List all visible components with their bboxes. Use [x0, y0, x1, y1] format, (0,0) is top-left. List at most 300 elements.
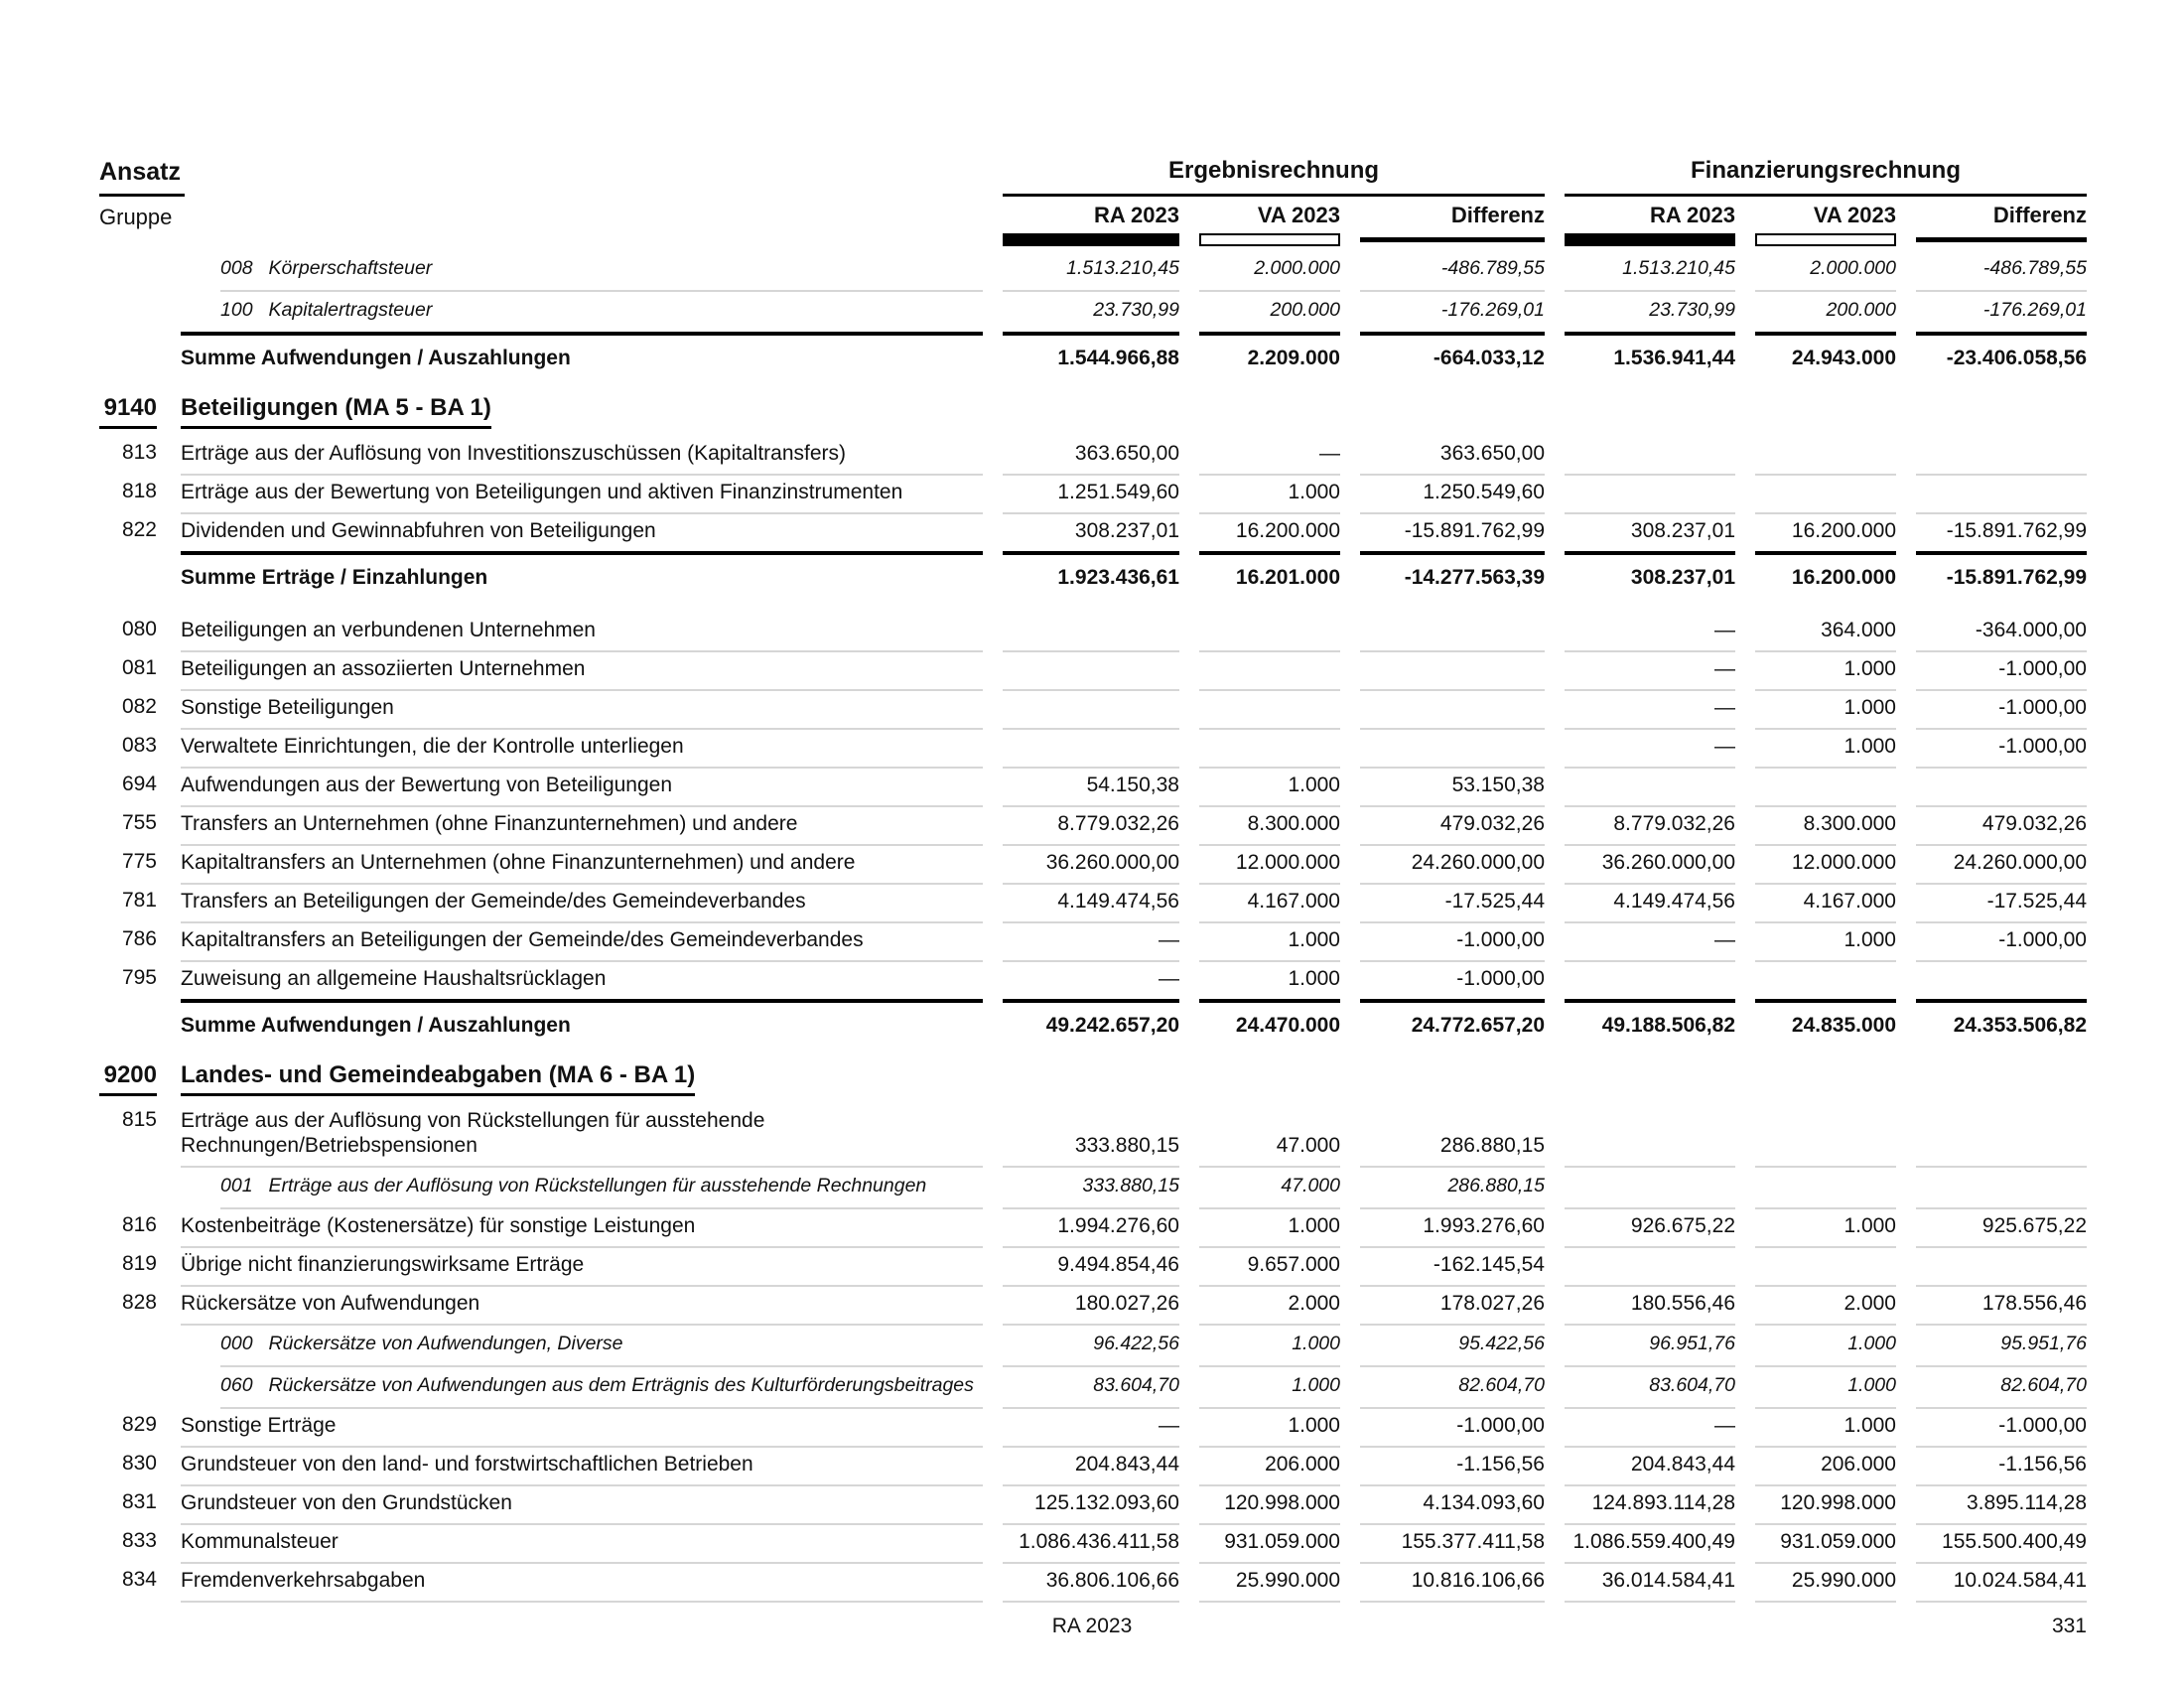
cell-fin-diff: -1.000,00	[1916, 730, 2087, 769]
cell-fin-va: 1.000	[1755, 1209, 1896, 1248]
row-label-cell	[99, 730, 983, 769]
cell-fin-ra: 83.604,70	[1565, 1367, 1735, 1409]
cell-fin-ra: 36.014.584,41	[1565, 1564, 1735, 1603]
row-description: Fremdenverkehrsabgaben	[181, 1564, 983, 1603]
cell-fin-va: 8.300.000	[1755, 807, 1896, 846]
row-code: 755	[121, 811, 157, 834]
cell-fin-ra: —	[1565, 614, 1735, 652]
cell-erg-ra: 49.242.657,20	[1003, 999, 1179, 1046]
cell-erg-diff: 1.993.276,60	[1360, 1209, 1545, 1248]
row-label-cell	[99, 614, 983, 652]
cell-erg-ra: 333.880,15	[1003, 1104, 1179, 1168]
table-row	[99, 885, 2087, 923]
cell-erg-va: 1.000	[1199, 476, 1340, 514]
cell-erg-va: 25.990.000	[1199, 1564, 1340, 1603]
col-header-fin-ra	[1565, 203, 1735, 246]
table-header-columns	[99, 203, 2087, 246]
cell-erg-diff: 24.772.657,20	[1360, 999, 1545, 1046]
cell-fin-ra: —	[1565, 730, 1735, 769]
row-description: Grundsteuer von den Grundstücken	[181, 1486, 983, 1525]
col-header-fin-differenz	[1916, 203, 2087, 246]
cell-erg-diff	[1360, 730, 1545, 769]
cell-fin-diff: -176.269,01	[1982, 299, 2087, 321]
row-label-cell	[99, 551, 983, 598]
cell-fin-ra: 36.260.000,00	[1565, 846, 1735, 885]
table-row	[99, 1168, 2087, 1209]
cell-fin-ra: 926.675,22	[1565, 1209, 1735, 1248]
row-code: 786	[121, 927, 157, 950]
cell-erg-ra: 308.237,01	[1074, 519, 1179, 542]
cell-fin-va: 1.000	[1755, 730, 1896, 769]
cell-erg-diff: -1.000,00	[1360, 923, 1545, 962]
cell-erg-diff: -14.277.563,39	[1360, 551, 1545, 598]
cell-erg-diff: 479.032,26	[1360, 807, 1545, 846]
row-code: 833	[121, 1529, 157, 1552]
ansatz-header-cell	[99, 158, 983, 197]
col-header-text: VA 2023	[1813, 203, 1896, 227]
row-description: Kostenbeiträge (Kostenersätze) für sonstige Leistungen	[181, 1209, 983, 1248]
row-description: Zuweisung an allgemeine Haushaltsrücklagen	[181, 967, 607, 990]
row-description: Grundsteuer von den land- und forstwirtschaftlichen Betrieben	[181, 1448, 983, 1486]
row-code: 830	[121, 1452, 157, 1475]
sum-label: Summe Erträge / Einzahlungen	[181, 551, 983, 598]
cell-erg-va: 1.000	[1199, 923, 1340, 962]
subrow-text: Kapitalertragsteuer	[268, 299, 433, 321]
row-description: Dividenden und Gewinnabfuhren von Beteiligungen	[181, 519, 656, 542]
row-description: Aufwendungen aus der Bewertung von Beteiligungen	[181, 769, 983, 807]
cell-erg-ra: 1.513.210,45	[1003, 250, 1179, 292]
cell-fin-va	[1755, 769, 1896, 807]
cell-fin-va: 16.200.000	[1791, 519, 1896, 542]
cell-fin-va: 2.000	[1755, 1287, 1896, 1326]
table-row	[99, 1209, 2087, 1248]
row-label-cell	[99, 923, 983, 962]
row-code: 816	[121, 1213, 157, 1236]
cell-erg-va: 2.000.000	[1199, 250, 1340, 292]
cell-fin-diff: 925.675,22	[1916, 1209, 2087, 1248]
cell-fin-ra	[1565, 1248, 1735, 1287]
row-code: 819	[121, 1252, 157, 1275]
cell-fin-diff: -364.000,00	[1916, 614, 2087, 652]
subrow-description	[220, 292, 983, 332]
cell-erg-va: 24.470.000	[1199, 999, 1340, 1046]
row-label-cell	[99, 846, 983, 885]
table-row	[99, 807, 2087, 846]
cell-fin-diff: 24.353.506,82	[1916, 999, 2087, 1046]
cell-erg-va: 1.000	[1199, 1367, 1340, 1409]
row-code: 781	[121, 889, 157, 912]
cell-fin-ra: 180.556,46	[1565, 1287, 1735, 1326]
cell-erg-va: 47.000	[1199, 1168, 1340, 1209]
cell-erg-diff	[1360, 652, 1545, 691]
cell-fin-ra: 96.951,76	[1565, 1326, 1735, 1367]
cell-fin-diff: -1.000,00	[1916, 1409, 2087, 1448]
sum-label: Summe Aufwendungen / Auszahlungen	[181, 332, 983, 378]
row-label-cell	[99, 1367, 983, 1409]
row-code: 081	[121, 656, 157, 679]
cell-erg-diff: -1.000,00	[1456, 967, 1545, 990]
table-row	[99, 614, 2087, 652]
cell-fin-ra: 4.149.474,56	[1565, 885, 1735, 923]
cell-fin-diff: 82.604,70	[1916, 1367, 2087, 1409]
cell-erg-ra: 23.730,99	[1093, 299, 1179, 321]
cell-erg-ra	[1003, 614, 1179, 652]
table-row	[99, 962, 2087, 999]
col-header-erg-ra	[1003, 203, 1179, 246]
cell-fin-va: 25.990.000	[1755, 1564, 1896, 1603]
cell-fin-ra: 308.237,01	[1565, 551, 1735, 598]
cell-fin-va: 200.000	[1826, 299, 1896, 321]
cell-erg-ra: 4.149.474,56	[1003, 885, 1179, 923]
cell-erg-ra	[1003, 652, 1179, 691]
cell-fin-diff	[1916, 1168, 2087, 1209]
cell-fin-ra	[1565, 1168, 1735, 1209]
cell-fin-ra: 204.843,44	[1565, 1448, 1735, 1486]
table-row	[99, 769, 2087, 807]
section-code: 9200	[99, 1061, 157, 1096]
footer-title: RA 2023	[1051, 1615, 1133, 1637]
cell-fin-diff: -1.156,56	[1916, 1448, 2087, 1486]
cell-fin-va: 120.998.000	[1755, 1486, 1896, 1525]
table-body	[99, 250, 2087, 1603]
cell-fin-ra: 1.536.941,44	[1565, 332, 1735, 378]
cell-fin-va	[1755, 962, 1896, 999]
filled-bar-legend-icon	[1565, 233, 1735, 246]
cell-erg-diff: 155.377.411,58	[1360, 1525, 1545, 1564]
row-label-cell	[99, 250, 983, 292]
cell-erg-ra: 9.494.854,46	[1003, 1248, 1179, 1287]
cell-erg-ra: 54.150,38	[1003, 769, 1179, 807]
cell-fin-ra: 308.237,01	[1630, 519, 1735, 542]
cell-erg-ra: 1.251.549,60	[1003, 476, 1179, 514]
cell-erg-ra: —	[1003, 923, 1179, 962]
cell-fin-diff	[1916, 437, 2087, 476]
cell-fin-diff	[1916, 1248, 2087, 1287]
thick-line-legend-icon	[1916, 237, 2087, 242]
cell-erg-va: 16.201.000	[1199, 551, 1340, 598]
cell-fin-ra	[1565, 437, 1735, 476]
section-header-row	[99, 1061, 2087, 1096]
cell-erg-va	[1199, 730, 1340, 769]
cell-erg-diff: 178.027,26	[1360, 1287, 1545, 1326]
row-code: 082	[121, 695, 157, 718]
cell-fin-ra: 49.188.506,82	[1565, 999, 1735, 1046]
row-code: 813	[121, 441, 157, 464]
subrow-code: 008	[220, 257, 253, 279]
filled-bar-legend-icon	[1003, 233, 1179, 246]
cell-erg-diff: -664.033,12	[1360, 332, 1545, 378]
cell-erg-diff: 1.250.549,60	[1360, 476, 1545, 514]
row-code: 828	[121, 1291, 157, 1314]
col-header-text: RA 2023	[1649, 203, 1735, 227]
cell-erg-diff: -176.269,01	[1440, 299, 1545, 321]
row-code: 815	[121, 1108, 157, 1131]
row-label-cell	[99, 332, 983, 378]
row-label-cell	[99, 292, 983, 332]
table-row	[99, 846, 2087, 885]
cell-fin-diff	[1916, 476, 2087, 514]
subrow-description	[220, 1326, 983, 1367]
cell-erg-va: 12.000.000	[1199, 846, 1340, 885]
row-code: 795	[121, 966, 157, 989]
subrow-code: 100	[220, 299, 253, 321]
row-label-cell	[99, 1104, 983, 1168]
cell-fin-va: 4.167.000	[1755, 885, 1896, 923]
row-label-cell	[99, 1209, 983, 1248]
cell-fin-va	[1755, 476, 1896, 514]
cell-erg-va: 1.000	[1199, 1326, 1340, 1367]
outline-bar-legend-icon	[1199, 233, 1340, 246]
cell-erg-ra: —	[1159, 967, 1179, 990]
table-row	[99, 292, 2087, 332]
row-label-cell	[99, 962, 983, 999]
row-code: 834	[121, 1568, 157, 1591]
cell-fin-diff: 155.500.400,49	[1916, 1525, 2087, 1564]
cell-fin-diff: 178.556,46	[1916, 1287, 2087, 1326]
cell-fin-diff: 95.951,76	[1916, 1326, 2087, 1367]
cell-fin-diff: -17.525,44	[1916, 885, 2087, 923]
cell-erg-diff: -1.000,00	[1360, 1409, 1545, 1448]
cell-erg-va: 4.167.000	[1199, 885, 1340, 923]
subrow-code: 000	[220, 1333, 253, 1354]
cell-erg-va	[1199, 652, 1340, 691]
row-description: Rückersätze von Aufwendungen	[181, 1287, 983, 1326]
table-row	[99, 1409, 2087, 1448]
ergebnisrechnung-group-header: Ergebnisrechnung	[1003, 157, 1545, 197]
cell-fin-va: 1.000	[1755, 652, 1896, 691]
cell-erg-ra: 36.260.000,00	[1003, 846, 1179, 885]
cell-erg-ra: 1.544.966,88	[1003, 332, 1179, 378]
cell-fin-diff: 3.895.114,28	[1916, 1486, 2087, 1525]
row-label-cell	[99, 476, 983, 514]
row-label-cell	[99, 1061, 983, 1096]
cell-erg-va	[1199, 614, 1340, 652]
cell-erg-va: 16.200.000	[1235, 519, 1340, 542]
cell-fin-ra	[1565, 476, 1735, 514]
cell-erg-ra: 180.027,26	[1003, 1287, 1179, 1326]
cell-erg-va: 120.998.000	[1199, 1486, 1340, 1525]
cell-erg-ra: 1.086.436.411,58	[1003, 1525, 1179, 1564]
cell-erg-diff: 82.604,70	[1360, 1367, 1545, 1409]
row-label-cell	[99, 394, 983, 429]
cell-erg-diff	[1360, 691, 1545, 730]
cell-fin-va: 2.000.000	[1755, 250, 1896, 292]
table-row	[99, 250, 2087, 292]
col-header-text: Differenz	[1992, 203, 2087, 227]
row-label-cell	[99, 514, 983, 551]
row-label-cell	[99, 652, 983, 691]
cell-fin-va: 206.000	[1755, 1448, 1896, 1486]
cell-fin-diff	[1916, 962, 2087, 999]
row-description: Übrige nicht finanzierungswirksame Erträge	[181, 1248, 983, 1287]
page-number: 331	[2051, 1615, 2087, 1637]
row-description: Erträge aus der Bewertung von Beteiligungen und aktiven Finanzinstrumenten	[181, 476, 983, 514]
row-label-cell	[99, 769, 983, 807]
cell-erg-va: 1.000	[1199, 1409, 1340, 1448]
table-row	[99, 1367, 2087, 1409]
cell-erg-va: —	[1199, 437, 1340, 476]
table-row	[99, 332, 2087, 378]
row-code: 831	[121, 1490, 157, 1513]
cell-erg-ra: 1.994.276,60	[1003, 1209, 1179, 1248]
cell-erg-ra: 96.422,56	[1003, 1326, 1179, 1367]
row-description: Transfers an Unternehmen (ohne Finanzunternehmen) und andere	[181, 807, 983, 846]
table-row	[99, 476, 2087, 514]
cell-fin-ra: 1.086.559.400,49	[1565, 1525, 1735, 1564]
cell-fin-ra: —	[1565, 691, 1735, 730]
cell-fin-ra: —	[1565, 652, 1735, 691]
col-header-erg-va	[1199, 203, 1340, 246]
table-header-groups	[99, 157, 2087, 197]
cell-erg-diff: -17.525,44	[1360, 885, 1545, 923]
cell-erg-va: 8.300.000	[1199, 807, 1340, 846]
table-row	[99, 691, 2087, 730]
subrow-code: 060	[220, 1374, 253, 1396]
table-row	[99, 1448, 2087, 1486]
col-header-text: RA 2023	[1093, 203, 1179, 227]
row-label-cell	[99, 1287, 983, 1326]
cell-fin-diff: -1.000,00	[1916, 923, 2087, 962]
cell-erg-va: 1.000	[1199, 1209, 1340, 1248]
cell-fin-ra: —	[1565, 1409, 1735, 1448]
table-row	[99, 1564, 2087, 1603]
cell-fin-diff: 10.024.584,41	[1916, 1564, 2087, 1603]
cell-fin-ra: —	[1565, 923, 1735, 962]
cell-fin-ra: 124.893.114,28	[1565, 1486, 1735, 1525]
cell-erg-diff: 53.150,38	[1360, 769, 1545, 807]
row-label-cell	[99, 1168, 983, 1209]
gruppe-label: Gruppe	[99, 205, 173, 229]
cell-fin-ra	[1565, 769, 1735, 807]
subrow-description	[220, 1367, 983, 1409]
table-row	[99, 514, 2087, 551]
sum-label: Summe Aufwendungen / Auszahlungen	[181, 999, 983, 1046]
row-description: Erträge aus der Auflösung von Rückstellungen für ausstehende Rechnungen/Betriebspensionen	[181, 1104, 983, 1168]
row-label-cell	[99, 1409, 983, 1448]
cell-fin-ra: 1.513.210,45	[1565, 250, 1735, 292]
cell-fin-va: 931.059.000	[1755, 1525, 1896, 1564]
page-footer	[0, 1615, 2184, 1638]
table-row	[99, 1248, 2087, 1287]
row-description: Kapitaltransfers an Unternehmen (ohne Finanzunternehmen) und andere	[181, 846, 983, 885]
table-row	[99, 551, 2087, 598]
cell-erg-ra: 333.880,15	[1003, 1168, 1179, 1209]
ansatz-label: Ansatz	[99, 158, 185, 197]
cell-fin-va: 1.000	[1755, 1367, 1896, 1409]
subrow-text: Rückersätze von Aufwendungen aus dem Erträgnis des Kulturförderungsbeitrages	[268, 1374, 974, 1396]
row-label-cell	[99, 1486, 983, 1525]
cell-erg-diff: 10.816.106,66	[1360, 1564, 1545, 1603]
cell-fin-diff	[1916, 769, 2087, 807]
row-description: Transfers an Beteiligungen der Gemeinde/des Gemeindeverbandes	[181, 885, 983, 923]
cell-fin-ra: 8.779.032,26	[1565, 807, 1735, 846]
outline-bar-legend-icon	[1755, 233, 1896, 246]
cell-fin-diff: 479.032,26	[1916, 807, 2087, 846]
cell-fin-va	[1755, 1168, 1896, 1209]
cell-erg-diff: -162.145,54	[1360, 1248, 1545, 1287]
cell-erg-diff	[1360, 614, 1545, 652]
row-code: 775	[121, 850, 157, 873]
cell-fin-va: 1.000	[1755, 691, 1896, 730]
subrow-text: Erträge aus der Auflösung von Rückstellungen für ausstehende Rechnungen	[268, 1175, 927, 1196]
cell-erg-ra: 1.923.436,61	[1003, 551, 1179, 598]
section-title: Beteiligungen (MA 5 - BA 1)	[181, 394, 491, 429]
row-label-cell	[99, 1564, 983, 1603]
section-code: 9140	[99, 394, 157, 429]
col-header-text: VA 2023	[1257, 203, 1340, 227]
row-code: 083	[121, 734, 157, 757]
col-header-erg-differenz	[1360, 203, 1545, 246]
cell-fin-va: 1.000	[1755, 923, 1896, 962]
cell-fin-ra: 23.730,99	[1649, 299, 1735, 321]
cell-erg-ra: 204.843,44	[1003, 1448, 1179, 1486]
row-code: 822	[121, 518, 157, 541]
cell-fin-va: 364.000	[1755, 614, 1896, 652]
cell-fin-va: 24.943.000	[1755, 332, 1896, 378]
finanzierungsrechnung-group-header: Finanzierungsrechnung	[1565, 157, 2087, 197]
table-row	[99, 999, 2087, 1046]
section-header-row	[99, 394, 2087, 429]
cell-fin-diff: -486.789,55	[1916, 250, 2087, 292]
cell-erg-ra	[1003, 691, 1179, 730]
cell-fin-va	[1755, 1248, 1896, 1287]
table-row	[99, 1326, 2087, 1367]
cell-erg-va: 931.059.000	[1199, 1525, 1340, 1564]
subrow-text: Körperschaftsteuer	[268, 257, 433, 279]
cell-erg-diff: -486.789,55	[1360, 250, 1545, 292]
row-description: Sonstige Beteiligungen	[181, 691, 983, 730]
row-label-cell	[99, 885, 983, 923]
subrow-description	[220, 1168, 983, 1209]
cell-erg-va: 1.000	[1199, 769, 1340, 807]
cell-erg-va: 9.657.000	[1199, 1248, 1340, 1287]
cell-fin-va: 1.000	[1755, 1409, 1896, 1448]
cell-fin-diff: -1.000,00	[1916, 652, 2087, 691]
row-label-cell	[99, 999, 983, 1046]
row-label-cell	[99, 807, 983, 846]
cell-fin-ra	[1565, 962, 1735, 999]
row-code: 694	[121, 773, 157, 795]
table-row	[99, 730, 2087, 769]
table-row	[99, 1486, 2087, 1525]
cell-erg-diff: 95.422,56	[1360, 1326, 1545, 1367]
cell-fin-va	[1755, 1104, 1896, 1168]
row-label-cell	[99, 437, 983, 476]
cell-erg-va: 200.000	[1270, 299, 1340, 321]
cell-erg-ra: —	[1003, 1409, 1179, 1448]
cell-erg-diff: 363.650,00	[1360, 437, 1545, 476]
cell-erg-va: 47.000	[1199, 1104, 1340, 1168]
table-row	[99, 1104, 2087, 1168]
col-header-text: Differenz	[1450, 203, 1545, 227]
cell-erg-ra: 8.779.032,26	[1003, 807, 1179, 846]
table-row	[99, 437, 2087, 476]
row-description: Kapitaltransfers an Beteiligungen der Gemeinde/des Gemeindeverbandes	[181, 923, 983, 962]
cell-erg-ra: 36.806.106,66	[1003, 1564, 1179, 1603]
table-row	[99, 1287, 2087, 1326]
cell-erg-va: 2.209.000	[1199, 332, 1340, 378]
cell-erg-ra	[1003, 730, 1179, 769]
row-code: 829	[121, 1413, 157, 1436]
row-description: Beteiligungen an verbundenen Unternehmen	[181, 614, 983, 652]
cell-erg-diff: 286.880,15	[1360, 1168, 1545, 1209]
table-row	[99, 652, 2087, 691]
cell-erg-diff: -15.891.762,99	[1404, 519, 1545, 542]
row-description: Beteiligungen an assoziierten Unternehmen	[181, 652, 983, 691]
cell-fin-va: 16.200.000	[1755, 551, 1896, 598]
subrow-code: 001	[220, 1175, 253, 1196]
table-row	[99, 1525, 2087, 1564]
